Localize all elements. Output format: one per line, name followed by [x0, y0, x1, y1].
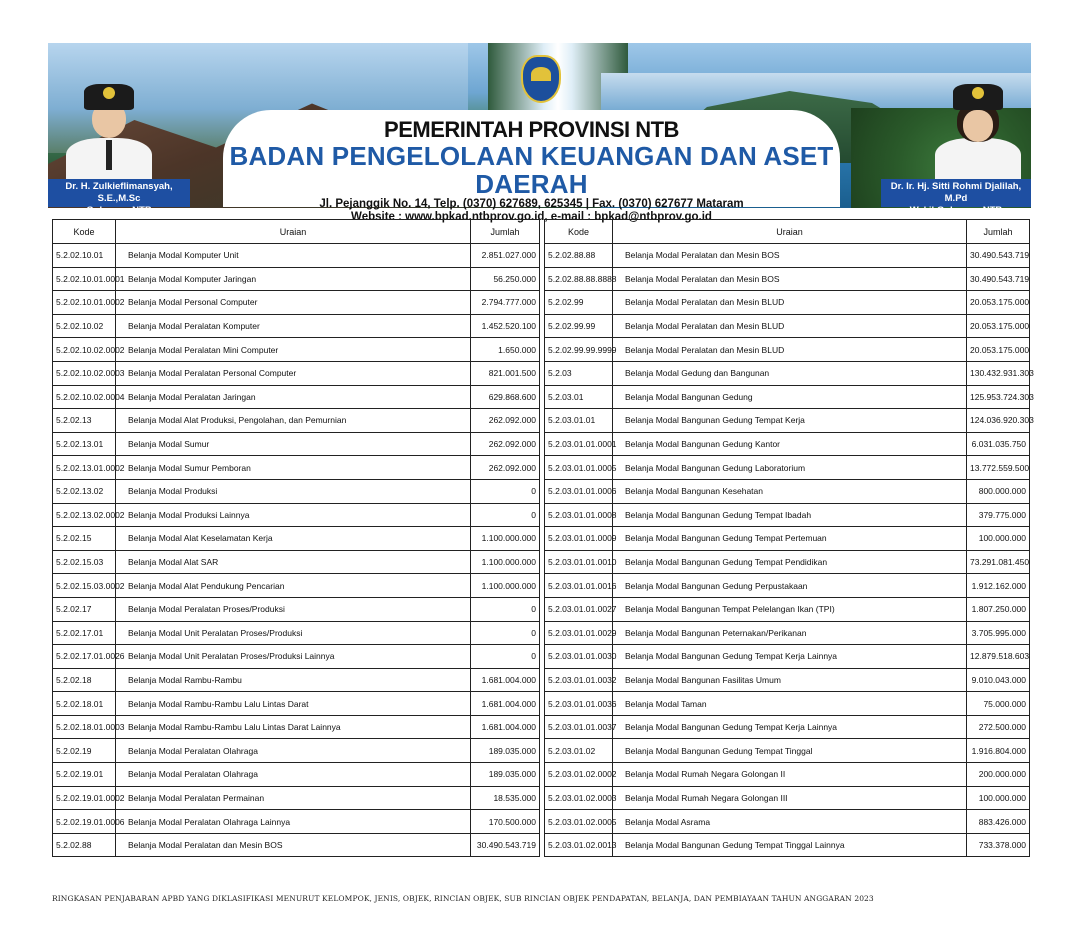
column-header-uraian: Uraian	[116, 220, 471, 244]
cell-kode: 5.2.03	[545, 361, 613, 385]
table-row	[545, 314, 1030, 338]
cell-uraian: Belanja Modal Produksi Lainnya	[116, 503, 471, 527]
cell-uraian: Belanja Modal Peralatan Personal Computer	[116, 361, 471, 385]
cell-kode: 5.2.03.01.01.0032	[545, 668, 613, 692]
cell-kode: 5.2.03.01.01.0037	[545, 715, 613, 739]
cell-kode: 5.2.02.13.01.0002	[53, 456, 116, 480]
cell-uraian: Belanja Modal Bangunan Gedung Tempat Kerja Lainnya	[613, 715, 967, 739]
document-footer: RINGKASAN PENJABARAN APBD YANG DIKLASIFIKASI MENURUT KELOMPOK, JENIS, OBJEK, RINCIAN OBJEK, SUB RINCIAN OBJEK PENDAPATAN, BELANJA, DAN PEMBIAYAAN TAHUN ANGGARAN 2023	[52, 894, 874, 903]
table-row	[53, 715, 540, 739]
cell-jumlah: 1.100.000.000	[471, 574, 540, 598]
table-row	[53, 267, 540, 291]
cell-kode: 5.2.02.17	[53, 597, 116, 621]
cell-jumlah: 2.794.777.000	[471, 291, 540, 315]
cell-kode: 5.2.03.01.01	[545, 409, 613, 433]
table-row	[545, 597, 1030, 621]
cell-kode: 5.2.02.19.01.0006	[53, 810, 116, 834]
cell-jumlah: 1.916.804.000	[967, 739, 1030, 763]
cell-uraian: Belanja Modal Bangunan Gedung Tempat Tinggal	[613, 739, 967, 763]
cell-uraian: Belanja Modal Unit Peralatan Proses/Produksi Lainnya	[116, 645, 471, 669]
table-row	[53, 763, 540, 787]
cell-uraian: Belanja Modal Peralatan dan Mesin BOS	[613, 267, 967, 291]
vice-governor-title: Wakil Gubernur NTB	[909, 205, 1003, 216]
cell-kode: 5.2.03.01.02	[545, 739, 613, 763]
cell-kode: 5.2.03.01.01.0005	[545, 456, 613, 480]
cell-jumlah: 20.053.175.000	[967, 314, 1030, 338]
cell-uraian: Belanja Modal Bangunan Peternakan/Perikanan	[613, 621, 967, 645]
cell-uraian: Belanja Modal Bangunan Gedung Tempat Tinggal Lainnya	[613, 833, 967, 857]
cell-kode: 5.2.02.18.01	[53, 692, 116, 716]
cell-kode: 5.2.03.01.01.0010	[545, 550, 613, 574]
cell-kode: 5.2.02.10.02	[53, 314, 116, 338]
cell-uraian: Belanja Modal Bangunan Gedung	[613, 385, 967, 409]
cell-uraian: Belanja Modal Produksi	[116, 479, 471, 503]
table-row	[545, 786, 1030, 810]
cell-uraian: Belanja Modal Peralatan Jaringan	[116, 385, 471, 409]
cell-kode: 5.2.02.10.02.0003	[53, 361, 116, 385]
cell-jumlah: 733.378.000	[967, 833, 1030, 857]
cell-uraian: Belanja Modal Bangunan Gedung Tempat Kerja Lainnya	[613, 645, 967, 669]
cell-kode: 5.2.03.01.02.0002	[545, 763, 613, 787]
table-row	[545, 338, 1030, 362]
cell-jumlah: 18.535.000	[471, 786, 540, 810]
cell-kode: 5.2.02.88.88	[545, 244, 613, 268]
cell-uraian: Belanja Modal Peralatan dan Mesin BOS	[613, 244, 967, 268]
governor-portrait	[66, 72, 152, 180]
table-row	[53, 432, 540, 456]
table-row	[53, 479, 540, 503]
table-row	[545, 810, 1030, 834]
cell-jumlah: 56.250.000	[471, 267, 540, 291]
cell-jumlah: 800.000.000	[967, 479, 1030, 503]
cell-jumlah: 2.851.027.000	[471, 244, 540, 268]
governor-name-bar	[48, 179, 190, 216]
table-header-row	[545, 220, 1030, 244]
cell-jumlah: 272.500.000	[967, 715, 1030, 739]
cell-uraian: Belanja Modal Bangunan Gedung Perpustakaan	[613, 574, 967, 598]
cell-jumlah: 1.912.162.000	[967, 574, 1030, 598]
table-row	[545, 385, 1030, 409]
cell-jumlah: 1.100.000.000	[471, 527, 540, 551]
header-government: PEMERINTAH PROVINSI NTB	[384, 117, 679, 142]
vice-governor-name: Dr. Ir. Hj. Sitti Rohmi Djalilah, M.Pd	[890, 181, 1022, 204]
budget-table-left	[52, 219, 540, 857]
cell-jumlah: 200.000.000	[967, 763, 1030, 787]
cell-jumlah: 0	[471, 597, 540, 621]
table-row	[53, 668, 540, 692]
cell-uraian: Belanja Modal Alat SAR	[116, 550, 471, 574]
cell-jumlah: 1.807.250.000	[967, 597, 1030, 621]
table-row	[545, 645, 1030, 669]
cell-kode: 5.2.02.13	[53, 409, 116, 433]
cell-uraian: Belanja Modal Alat Produksi, Pengolahan, dan Pemurnian	[116, 409, 471, 433]
cell-uraian: Belanja Modal Personal Computer	[116, 291, 471, 315]
cell-kode: 5.2.02.13.01	[53, 432, 116, 456]
cell-kode: 5.2.03.01.02.0003	[545, 786, 613, 810]
vice-governor-name-bar	[881, 179, 1031, 216]
table-header-row	[53, 220, 540, 244]
governor-title: Gubernur NTB	[86, 205, 152, 216]
table-row	[545, 833, 1030, 857]
table-row	[53, 314, 540, 338]
cell-kode: 5.2.03.01.01.0006	[545, 479, 613, 503]
cell-jumlah: 189.035.000	[471, 739, 540, 763]
cell-uraian: Belanja Modal Peralatan Olahraga	[116, 763, 471, 787]
table-row	[53, 833, 540, 857]
table-row	[545, 479, 1030, 503]
cell-kode: 5.2.02.10.02.0004	[53, 385, 116, 409]
cell-kode: 5.2.02.88.88.8888	[545, 267, 613, 291]
cell-uraian: Belanja Modal Peralatan Proses/Produksi	[116, 597, 471, 621]
cell-uraian: Belanja Modal Rambu-Rambu	[116, 668, 471, 692]
cell-jumlah: 262.092.000	[471, 456, 540, 480]
cell-uraian: Belanja Modal Peralatan dan Mesin BLUD	[613, 291, 967, 315]
cell-jumlah: 75.000.000	[967, 692, 1030, 716]
cell-jumlah: 73.291.081.450	[967, 550, 1030, 574]
table-row	[53, 645, 540, 669]
table-row	[53, 692, 540, 716]
table-row	[53, 503, 540, 527]
cell-jumlah: 0	[471, 621, 540, 645]
cell-kode: 5.2.03.01.01.0009	[545, 527, 613, 551]
cell-kode: 5.2.02.19	[53, 739, 116, 763]
cell-uraian: Belanja Modal Bangunan Gedung Tempat Pertemuan	[613, 527, 967, 551]
cell-jumlah: 124.036.920.303	[967, 409, 1030, 433]
table-row	[53, 574, 540, 598]
cell-kode: 5.2.02.15.03	[53, 550, 116, 574]
table-row	[53, 456, 540, 480]
cell-uraian: Belanja Modal Bangunan Fasilitas Umum	[613, 668, 967, 692]
cell-jumlah: 30.490.543.719	[967, 267, 1030, 291]
cell-kode: 5.2.03.01.01.0029	[545, 621, 613, 645]
cell-uraian: Belanja Modal Bangunan Gedung Tempat Ibadah	[613, 503, 967, 527]
table-row	[53, 361, 540, 385]
cell-uraian: Belanja Modal Sumur	[116, 432, 471, 456]
cell-uraian: Belanja Modal Taman	[613, 692, 967, 716]
cell-jumlah: 170.500.000	[471, 810, 540, 834]
table-row	[545, 668, 1030, 692]
cell-jumlah: 1.681.004.000	[471, 692, 540, 716]
cell-jumlah: 20.053.175.000	[967, 338, 1030, 362]
header-title-card	[223, 110, 840, 223]
cell-jumlah: 0	[471, 645, 540, 669]
cell-jumlah: 6.031.035.750	[967, 432, 1030, 456]
cell-kode: 5.2.03.01.01.0036	[545, 692, 613, 716]
cell-kode: 5.2.02.10.01.0002	[53, 291, 116, 315]
cell-kode: 5.2.02.17.01.0026	[53, 645, 116, 669]
cell-kode: 5.2.02.15.03.0002	[53, 574, 116, 598]
column-header-jumlah: Jumlah	[471, 220, 540, 244]
cell-kode: 5.2.02.99	[545, 291, 613, 315]
table-row	[53, 527, 540, 551]
cell-jumlah: 0	[471, 503, 540, 527]
cell-kode: 5.2.03.01.01.0008	[545, 503, 613, 527]
table-row	[545, 739, 1030, 763]
cell-jumlah: 1.100.000.000	[471, 550, 540, 574]
cell-uraian: Belanja Modal Unit Peralatan Proses/Produksi	[116, 621, 471, 645]
cell-kode: 5.2.02.10.01.0001	[53, 267, 116, 291]
cell-jumlah: 13.772.559.500	[967, 456, 1030, 480]
table-row	[53, 338, 540, 362]
table-row	[545, 527, 1030, 551]
cell-kode: 5.2.02.17.01	[53, 621, 116, 645]
table-row	[53, 291, 540, 315]
cell-uraian: Belanja Modal Bangunan Gedung Tempat Pendidikan	[613, 550, 967, 574]
table-row	[53, 786, 540, 810]
table-row	[545, 361, 1030, 385]
cell-uraian: Belanja Modal Bangunan Gedung Laboratorium	[613, 456, 967, 480]
cell-jumlah: 883.426.000	[967, 810, 1030, 834]
cell-jumlah: 125.953.724.303	[967, 385, 1030, 409]
cell-kode: 5.2.03.01.01.0001	[545, 432, 613, 456]
cell-uraian: Belanja Modal Komputer Jaringan	[116, 267, 471, 291]
cell-kode: 5.2.02.88	[53, 833, 116, 857]
header-website: Website : www.bpkad.ntbprov.go.id, e-mail : bpkad@ntbprov.go.id	[351, 211, 712, 223]
cell-kode: 5.2.02.19.01.0002	[53, 786, 116, 810]
cell-kode: 5.2.02.18	[53, 668, 116, 692]
cell-jumlah: 3.705.995.000	[967, 621, 1030, 645]
cell-jumlah: 629.868.600	[471, 385, 540, 409]
table-row	[545, 715, 1030, 739]
cell-jumlah: 0	[471, 479, 540, 503]
cell-jumlah: 130.432.931.303	[967, 361, 1030, 385]
table-row	[545, 244, 1030, 268]
governor-name: Dr. H. Zulkieflimansyah, S.E.,M.Sc	[65, 181, 173, 204]
cell-jumlah: 821.001.500	[471, 361, 540, 385]
cell-jumlah: 30.490.543.719	[967, 244, 1030, 268]
column-header-jumlah: Jumlah	[967, 220, 1030, 244]
cell-kode: 5.2.02.13.02	[53, 479, 116, 503]
cell-uraian: Belanja Modal Rumah Negara Golongan III	[613, 786, 967, 810]
cell-jumlah: 262.092.000	[471, 409, 540, 433]
table-row	[545, 432, 1030, 456]
cell-uraian: Belanja Modal Alat Keselamatan Kerja	[116, 527, 471, 551]
cell-jumlah: 1.681.004.000	[471, 668, 540, 692]
cell-uraian: Belanja Modal Asrama	[613, 810, 967, 834]
table-row	[53, 409, 540, 433]
cell-jumlah: 9.010.043.000	[967, 668, 1030, 692]
table-row	[53, 244, 540, 268]
cell-kode: 5.2.03.01.01.0027	[545, 597, 613, 621]
cell-jumlah: 189.035.000	[471, 763, 540, 787]
cell-kode: 5.2.03.01.02.0005	[545, 810, 613, 834]
cell-kode: 5.2.02.19.01	[53, 763, 116, 787]
cell-uraian: Belanja Modal Peralatan Permainan	[116, 786, 471, 810]
ntb-emblem-icon	[521, 55, 561, 103]
budget-table-right	[544, 219, 1034, 857]
table-row	[545, 267, 1030, 291]
cell-uraian: Belanja Modal Peralatan dan Mesin BOS	[116, 833, 471, 857]
cell-uraian: Belanja Modal Sumur Pemboran	[116, 456, 471, 480]
cell-uraian: Belanja Modal Rambu-Rambu Lalu Lintas Darat Lainnya	[116, 715, 471, 739]
cell-uraian: Belanja Modal Peralatan dan Mesin BLUD	[613, 314, 967, 338]
cell-uraian: Belanja Modal Bangunan Tempat Pelelangan Ikan (TPI)	[613, 597, 967, 621]
cell-uraian: Belanja Modal Rumah Negara Golongan II	[613, 763, 967, 787]
table-row	[545, 692, 1030, 716]
cell-kode: 5.2.02.10.01	[53, 244, 116, 268]
cell-kode: 5.2.03.01.01.0016	[545, 574, 613, 598]
cell-jumlah: 12.879.518.603	[967, 645, 1030, 669]
cell-uraian: Belanja Modal Gedung dan Bangunan	[613, 361, 967, 385]
cell-kode: 5.2.02.10.02.0002	[53, 338, 116, 362]
cell-kode: 5.2.02.99.99	[545, 314, 613, 338]
cell-uraian: Belanja Modal Bangunan Kesehatan	[613, 479, 967, 503]
cell-kode: 5.2.02.18.01.0003	[53, 715, 116, 739]
cell-uraian: Belanja Modal Peralatan Olahraga Lainnya	[116, 810, 471, 834]
table-row	[53, 810, 540, 834]
column-header-uraian: Uraian	[613, 220, 967, 244]
cell-uraian: Belanja Modal Peralatan dan Mesin BLUD	[613, 338, 967, 362]
cell-jumlah: 100.000.000	[967, 527, 1030, 551]
table-row	[545, 574, 1030, 598]
table-row	[545, 409, 1030, 433]
cell-jumlah: 1.650.000	[471, 338, 540, 362]
column-header-kode: Kode	[545, 220, 613, 244]
header-agency: BADAN PENGELOLAAN KEUANGAN DAN ASET DAERAH	[229, 141, 834, 199]
column-header-kode: Kode	[53, 220, 116, 244]
table-row	[545, 456, 1030, 480]
cell-uraian: Belanja Modal Rambu-Rambu Lalu Lintas Darat	[116, 692, 471, 716]
cell-kode: 5.2.02.13.02.0002	[53, 503, 116, 527]
cell-kode: 5.2.02.15	[53, 527, 116, 551]
cell-kode: 5.2.02.99.99.9999	[545, 338, 613, 362]
cell-jumlah: 1.452.520.100	[471, 314, 540, 338]
table-row	[53, 597, 540, 621]
cell-jumlah: 30.490.543.719	[471, 833, 540, 857]
table-row	[53, 385, 540, 409]
table-row	[545, 291, 1030, 315]
table-row	[53, 550, 540, 574]
header-address: Jl. Pejanggik No. 14, Telp. (0370) 627689, 625345 | Fax. (0370) 627677 Mataram	[319, 198, 744, 210]
cell-uraian: Belanja Modal Bangunan Gedung Kantor	[613, 432, 967, 456]
table-row	[53, 621, 540, 645]
vice-governor-portrait	[935, 72, 1021, 180]
cell-jumlah: 100.000.000	[967, 786, 1030, 810]
table-row	[545, 550, 1030, 574]
table-row	[545, 763, 1030, 787]
cell-uraian: Belanja Modal Peralatan Mini Computer	[116, 338, 471, 362]
cell-uraian: Belanja Modal Komputer Unit	[116, 244, 471, 268]
cell-jumlah: 379.775.000	[967, 503, 1030, 527]
table-row	[545, 621, 1030, 645]
cell-uraian: Belanja Modal Alat Pendukung Pencarian	[116, 574, 471, 598]
table-row	[545, 503, 1030, 527]
cell-uraian: Belanja Modal Bangunan Gedung Tempat Kerja	[613, 409, 967, 433]
cell-jumlah: 1.681.004.000	[471, 715, 540, 739]
cell-uraian: Belanja Modal Peralatan Komputer	[116, 314, 471, 338]
table-row	[53, 739, 540, 763]
cell-jumlah: 20.053.175.000	[967, 291, 1030, 315]
cell-kode: 5.2.03.01.02.0013	[545, 833, 613, 857]
cell-uraian: Belanja Modal Peralatan Olahraga	[116, 739, 471, 763]
cell-jumlah: 262.092.000	[471, 432, 540, 456]
cell-kode: 5.2.03.01.01.0030	[545, 645, 613, 669]
cell-kode: 5.2.03.01	[545, 385, 613, 409]
